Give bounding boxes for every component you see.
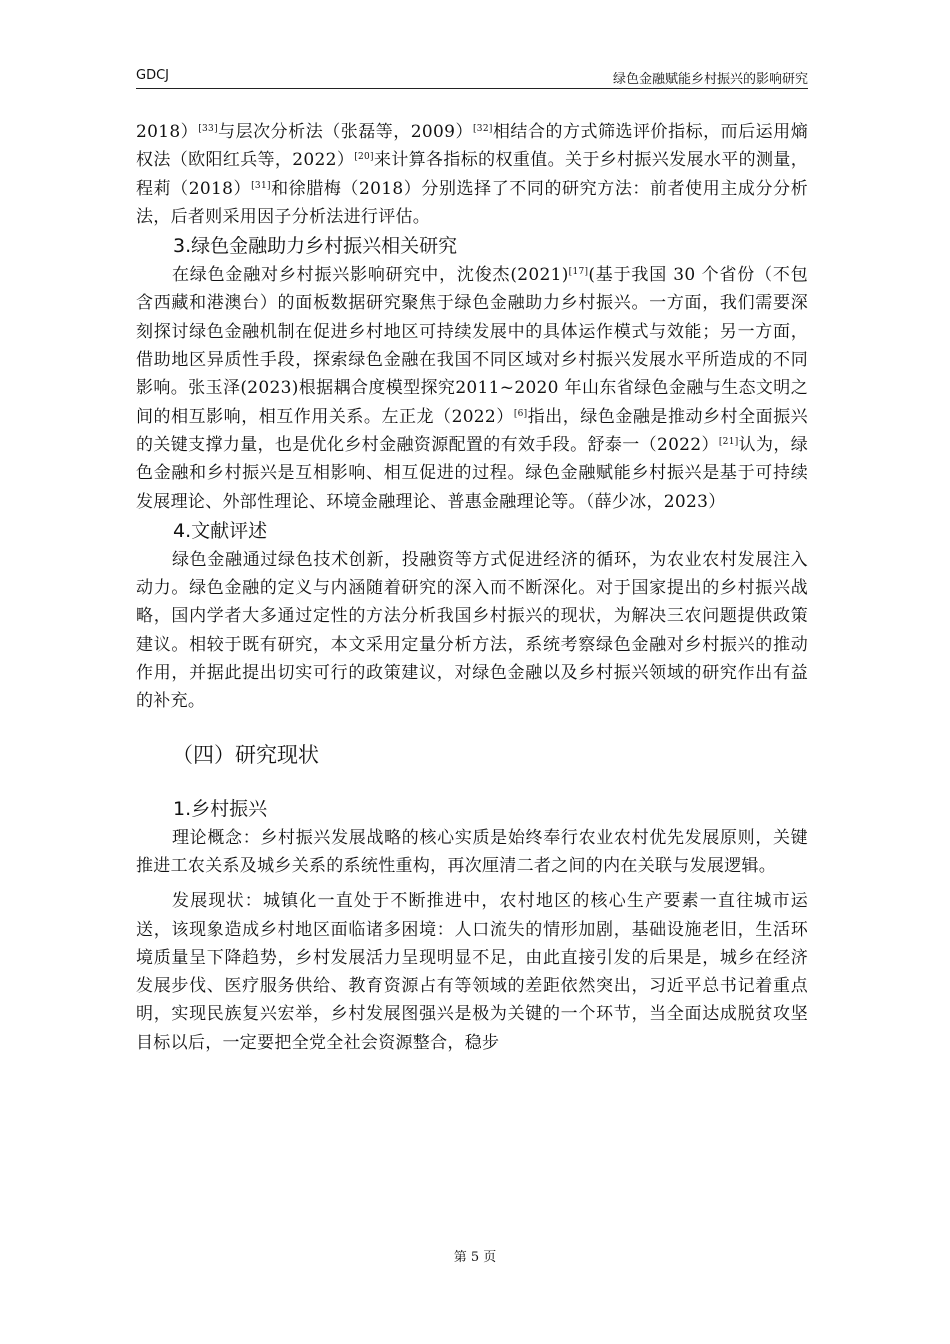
section-heading-literature-review: 4.文献评述 [173, 519, 268, 542]
paragraph-development-status: 发展现状：城镇化一直处于不断推进中，农村地区的核心生产要素一直往城市运送，该现象造成乡村地区面临诸多困境：人口流失的情形加剧，基础设施老旧，生活环境质量呈下降趋势，乡村发展活力呈现明显不足，由此直接引发的后果是，城乡在经济发展步伐、医疗服务供给、教育资源占有等领域的差距依然突出，习近平总书记着重点明，实现民族复兴宏举，乡村发展图强兴是极为关键的一个环节，当全面达成脱贫攻坚目标以后，一定要把全党全社会资源整合，稳步 [136, 891, 808, 1053]
citation-ref: [33] [198, 124, 218, 134]
citation-ref: [21] [718, 436, 739, 447]
paragraph-green-finance-research: 在绿色金融对乡村振兴影响研究中，沈俊杰(2021)[17](基于我国 30 个省份（不包含西藏和港澳台）的面板数据研究聚焦于绿色金融助力乡村振兴。一方面，我们需要深刻探讨绿色金融机制在促进乡村地区可持续发展中的具体运作模式与效能；另一方面，借助地区异质性手段，探索绿色金融在我国不同区域对乡村振兴发展水平所造成的不同影响。张玉泽(2023)根据耦合度模型探究2011~2020 年山东省绿色金融与生态文明之间的相互影响，相互作用关系。左正龙（2022）[6]指出，绿色金融是推动乡村全面振兴的关键支撑力量，也是优化乡村金融资源配置的有效手段。舒泰一（2022）[21]认为，绿色金融和乡村振兴是互相影响、相互促进的过程。绿色金融赋能乡村振兴是基于可持续发展理论、外部性理论、环境金融理论、普惠金融理论等。（薛少冰，2023） [136, 265, 809, 512]
citation-ref: [20] [354, 152, 374, 163]
header-journal-code: GDCJ [136, 68, 169, 83]
citation-ref: [32] [473, 124, 493, 134]
page-number: 第 5 页 [453, 1250, 497, 1265]
page-content [136, 118, 808, 1057]
page-header [136, 68, 808, 89]
section-heading-rural-revitalization: 1.乡村振兴 [173, 797, 268, 820]
paragraph-literature-review: 绿色金融通过绿色技术创新，投融资等方式促进经济的循环，为农业农村发展注入动力。绿色金融的定义与内涵随着研究的深入而不断深化。对于国家提出的乡村振兴战略，国内学者大多通过定性的方法分析我国乡村振兴的现状，为解决三农问题提供政策建议。相较于既有研究，本文采用定量分析方法，系统考察绿色金融对乡村振兴的推动作用，并据此提出切实可行的政策建议，对绿色金融以及乡村振兴领域的研究作出有益的补充。 [136, 549, 808, 712]
paragraph-weighting-methods: 2018）[33]与层次分析法（张磊等，2009）[32]相结合的方式筛选评价指标，而后运用熵权法（欧阳红兵等，2022）[20]来计算各指标的权重值。关于乡村振兴发展水平的测量，程莉（2018）[31]和徐腊梅（2018）分别选择了不同的研究方法：前者使用主成分分析法，后者则采用因子分析法进行评估。 [136, 122, 809, 227]
citation-ref: [17] [568, 267, 589, 278]
chapter-heading-research-status: （四）研究现状 [172, 742, 319, 767]
header-title: 绿色金融赋能乡村振兴的影响研究 [612, 72, 808, 87]
section-heading-green-finance-research: 3.绿色金融助力乡村振兴相关研究 [173, 235, 458, 258]
citation-ref: [6] [513, 408, 528, 419]
citation-ref: [31] [251, 180, 271, 191]
paragraph-theory-concept: 理论概念：乡村振兴发展战略的核心实质是始终奉行农业农村优先发展原则，关键推进工农关系及城乡关系的系统性重构，再次厘清二者之间的内在关联与发展逻辑。 [136, 827, 808, 876]
